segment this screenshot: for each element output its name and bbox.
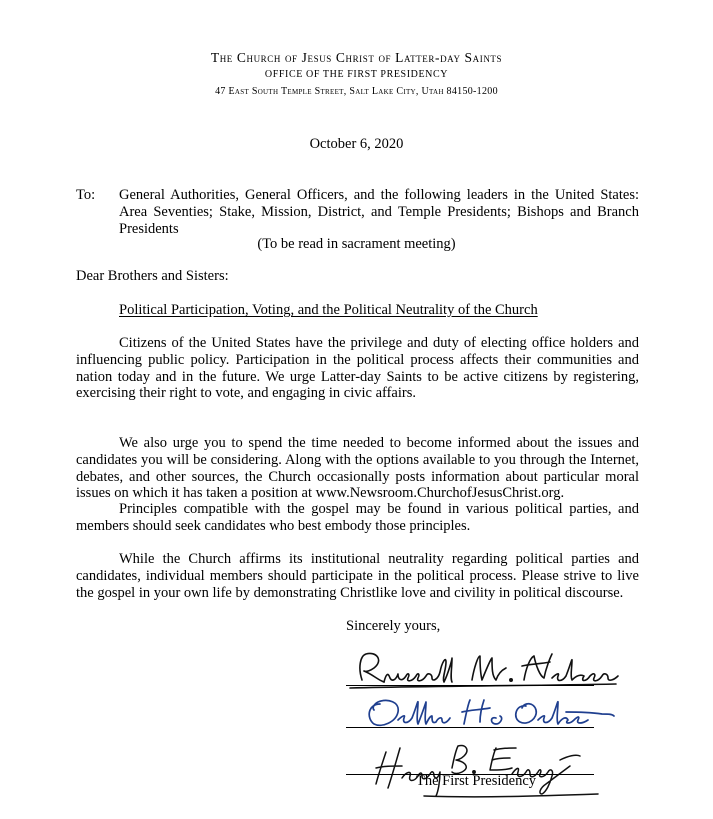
read-note: (To be read in sacrament meeting)	[257, 236, 456, 252]
signature-line-2	[346, 727, 594, 728]
to-label: To:	[76, 187, 96, 203]
letterhead-address: 47 East South Temple Street, Salt Lake City, Utah 84150-1200	[215, 86, 498, 97]
body-paragraph-1: Citizens of the United States have the privilege and duty of electing office holders and influencing public policy. Participation in the political process affects their communities and nation today and in the future. We urge Latter-day Saints to be active citizens by registering, exercising their right to vote, and engaging in civic affairs.	[76, 335, 639, 402]
letter-date: October 6, 2020	[309, 136, 404, 152]
letterhead-office: OFFICE OF THE FIRST PRESIDENCY	[264, 69, 449, 80]
body-paragraph-3: Principles compatible with the gospel may be found in various political parties, and members should seek candidates who best embody those principles.	[76, 501, 639, 534]
signature-henry-b-eyring	[340, 738, 625, 800]
signature-block-title: The First Presidency	[416, 773, 537, 789]
letterhead-organization: The Church of Jesus Christ of Latter-day Saints	[210, 50, 503, 65]
salutation: Dear Brothers and Sisters:	[76, 268, 229, 284]
subject-line: Political Participation, Voting, and the Political Neutrality of the Church	[119, 302, 538, 318]
body-paragraph-4: While the Church affirms its institutional neutrality regarding political parties and candidates, individual members should participate in the political process. Please strive to live the gospel in your own life by demonstrating Christlike love and civility in political discourse.	[76, 551, 639, 601]
body-paragraph-2: We also urge you to spend the time needed to become informed about the issues and candidates you will be considering. Along with the options available to you through the Internet, debates, and other sources, the Church occasionally posts information about particular moral issues on which it has taken a position at www.Newsroom.ChurchofJesusChrist.org.	[76, 435, 639, 502]
to-recipients: General Authorities, General Officers, and the following leaders in the United States: Area Seventies; Stake, Mission, District, and Temple Presidents; Bishops and Branch Presidents	[119, 187, 639, 237]
signature-line-1	[346, 685, 594, 686]
closing: Sincerely yours,	[346, 618, 441, 634]
signature-dallin-h-oaks	[340, 692, 625, 732]
